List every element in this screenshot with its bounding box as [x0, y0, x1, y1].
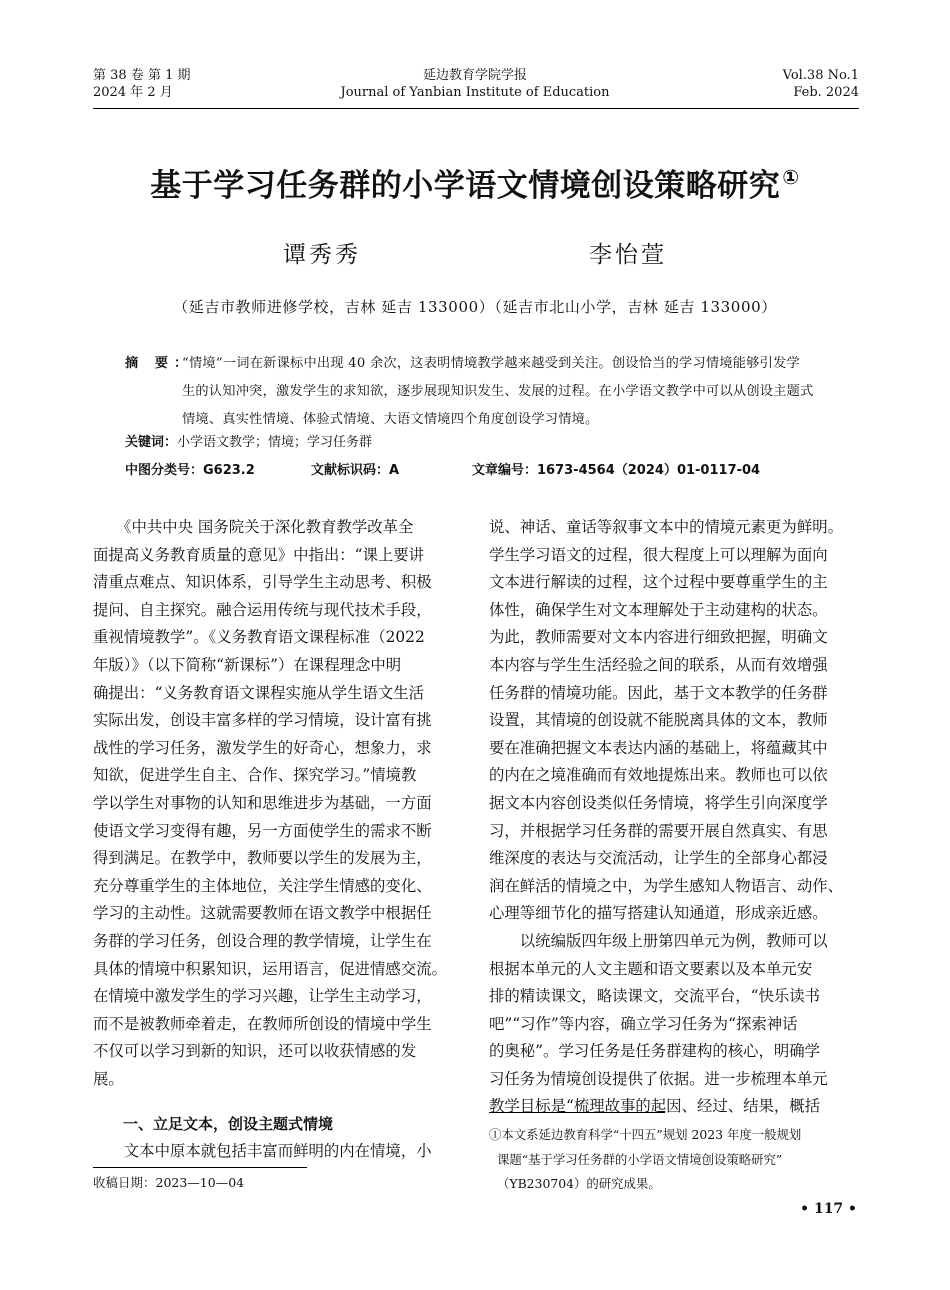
body-line: 任务群的情境功能。因此，基于文本教学的任务群 [489, 683, 828, 702]
body-line: 面提高义务教育质量的意见》中指出：“课上要讲 [93, 545, 425, 564]
abstract-label: 摘 要： [125, 356, 194, 371]
journal-name-en: Journal of Yanbian Institute of Education [340, 85, 610, 100]
body-line: 确提出：“义务教育语文课程实施从学生语文生活 [93, 683, 425, 702]
body-line: 吧”“习作”等内容，确立学习任务为“探索神话 [489, 1014, 798, 1033]
body-line: 教学目标是“梳理故事的起因、经过、结果，概括 [489, 1097, 821, 1116]
journal-issue-en [783, 67, 859, 101]
clc-number: 中图分类号：G623.2 [125, 463, 255, 478]
body-line: 展。 [93, 1069, 124, 1088]
body-line: 提问、自主探究。融合运用传统与现代技术手段， [93, 600, 432, 619]
title-footnote-marker: ① [782, 165, 800, 189]
body-line: 习任务为情境创设提供了依据。进一步梳理本单元 [489, 1069, 828, 1088]
body-line: 的奥秘”。学习任务是任务群建构的核心，明确学 [489, 1042, 821, 1061]
body-line: 充分尊重学生的主体地位，关注学生情感的变化、 [93, 876, 432, 895]
body-line: 《中共中央 国务院关于深化教育教学改革全 [93, 518, 414, 536]
keywords [125, 433, 372, 453]
volume-issue: 第 38 卷 第 1 期 [93, 68, 191, 83]
article-number: 文章编号：1673-4564（2024）01-0117-04 [472, 463, 761, 478]
page-number: • 117 • [800, 1201, 857, 1217]
body-line: 维深度的表达与交流活动，让学生的全部身心都浸 [489, 849, 828, 868]
body-line: 得到满足。在教学中，教师要以学生的发展为主， [93, 849, 432, 868]
body-line: 文本中原本就包括丰富而鲜明的内在情境，小 [93, 1142, 432, 1160]
footnote [489, 1123, 869, 1197]
author-2: 李怡萱 [589, 242, 667, 268]
body-line: 战性的学习任务，激发学生的好奇心，想象力，求 [93, 738, 432, 757]
abstract [125, 350, 861, 434]
body-right-column [489, 514, 861, 1121]
body-line: 体性，确保学生对文本理解处于主动建构的状态。 [489, 600, 828, 619]
body-line: 清重点难点、知识体系，引导学生主动思考、积极 [93, 573, 432, 592]
body-line: 说、神话、童话等叙事文本中的情境元素更为鲜明。 [489, 518, 843, 536]
body-line: 而不是被教师牵着走，在教师所创设的情境中学生 [93, 1014, 432, 1033]
journal-name-cn: 延边教育学院学报 [422, 68, 527, 83]
article-title [0, 160, 950, 205]
body-line: 设置，其情境的创设就不能脱离具体的文本，教师 [489, 711, 828, 730]
body-line: 学习的主动性。这就需要教师在语文教学中根据任 [93, 904, 432, 923]
received-date: 收稿日期：2023—10—04 [93, 1175, 245, 1190]
document-code: 文献标识码：A [311, 463, 400, 478]
body-line: 在情境中激发学生的学习兴趣，让学生主动学习， [93, 987, 432, 1006]
section-heading: 一、立足文本，创设主题式情境 [123, 1115, 334, 1133]
body-line: 习，并根据学习任务群的需要开展自然真实、有思 [489, 821, 828, 840]
keywords-label: 关键词： [125, 435, 178, 450]
body-line: 学以学生对事物的认知和思维进步为基础，一方面 [93, 793, 432, 812]
body-line: 以统编版四年级上册第四单元为例，教师可以 [489, 931, 828, 950]
body-line: 具体的情境中积累知识，运用语言，促进情感交流。 [93, 959, 447, 978]
body-line: 使语文学习变得有趣，另一方面使学生的需求不断 [93, 821, 432, 840]
footnote-rule-left [93, 1167, 307, 1168]
body-line: 重视情境教学”。《义务教育语文课程标准（2022 [93, 628, 425, 647]
body-line: 根据本单元的人文主题和语文要素以及本单元安 [489, 959, 813, 978]
abstract-line: “情境”一词在新课标中出现 40 余次，这表明情境教学越来越受到关注。创设恰当的学习情境能够引发学 [182, 356, 800, 371]
issue-date-en: Feb. 2024 [793, 85, 859, 100]
body-line: 要在准确把握文本表达内涵的基础上，将蕴藏其中 [489, 738, 828, 757]
footnote-line: 课题“基于学习任务群的小学语文情境创设策略研究” [497, 1151, 783, 1167]
body-line: 务群的学习任务，创设合理的教学情境，让学生在 [93, 931, 432, 950]
body-line: 本内容与学生生活经验之间的联系，从而有效增强 [489, 655, 828, 674]
affiliation: （延吉市教师进修学校，吉林 延吉 133000）（延吉市北山小学，吉林 延吉 133000） [173, 298, 777, 316]
header-rule [93, 108, 859, 109]
footnote-line: （YB230704）的研究成果。 [497, 1176, 661, 1191]
keywords-text: 小学语文教学；情境；学习任务群 [177, 435, 373, 450]
abstract-text [182, 350, 861, 434]
body-line: 据文本内容创设类似任务情境，将学生引向深度学 [489, 793, 828, 812]
body-line: 不仅可以学习到新的知识，还可以收获情感的发 [93, 1042, 417, 1061]
body-left-column [93, 514, 465, 1093]
body-line: 排的精读课文，略读课文，交流平台，“快乐读书 [489, 987, 821, 1006]
body-line: 的内在之境准确而有效地提炼出来。教师也可以依 [489, 766, 828, 785]
body-line: 实际出发，创设丰富多样的学习情境，设计富有挑 [93, 711, 432, 730]
body-line: 知欲，促进学生自主、合作、探究学习。”情境教 [93, 766, 417, 785]
body-line: 学生学习语文的过程，很大程度上可以理解为面向 [489, 545, 828, 564]
abstract-line: 生的认知冲突，激发学生的求知欲，逐步展现知识发生、发展的过程。在小学语文教学中可以从创设主题式 [182, 384, 814, 399]
body-line: 年版）》（以下简称“新课标”）在课程理念中明 [93, 655, 402, 674]
footnote-line: ①本文系延边教育科学“十四五”规划 2023 年度一般规划 [489, 1127, 802, 1142]
body-line: 心理等细节化的描写搭建认知通道，形成亲近感。 [489, 904, 828, 923]
article-title-text: 基于学习任务群的小学语文情境创设策略研究 [150, 168, 781, 204]
issue-date: 2024 年 2 月 [93, 85, 173, 100]
body-line: 为此，教师需要对文本内容进行细致把握，明确文 [489, 628, 828, 647]
body-line: 润在鲜活的情境之中，为学生感知人物语言、动作、 [489, 876, 843, 895]
volume-issue-en: Vol.38 No.1 [782, 68, 859, 83]
abstract-line: 情境、真实性情境、体验式情境、大语文情境四个角度创设学习情境。 [182, 412, 599, 427]
footnote-rule-right [489, 1112, 665, 1113]
body-line: 文本进行解读的过程，这个过程中要尊重学生的主 [489, 573, 828, 592]
author-1: 谭秀秀 [283, 242, 361, 268]
